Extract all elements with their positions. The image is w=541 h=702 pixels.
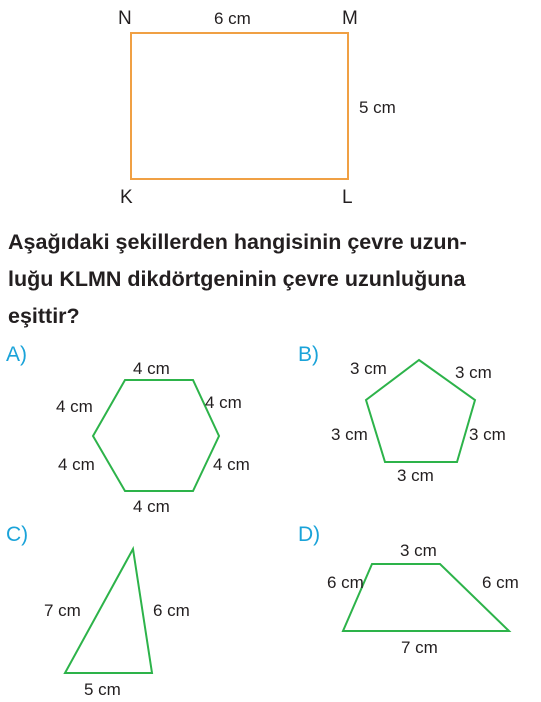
- option-d-side-left: 6 cm: [327, 573, 364, 592]
- rectangle-klmn: [131, 33, 348, 179]
- option-c-side-right: 6 cm: [153, 601, 190, 620]
- option-b-side-top-left: 3 cm: [350, 359, 387, 378]
- option-b-side-left: 3 cm: [331, 425, 368, 444]
- vertex-label-m: M: [342, 8, 358, 29]
- option-a-hexagon: [93, 380, 219, 491]
- question-line-1: Aşağıdaki şekillerden hangisinin çevre uzun-: [8, 230, 467, 254]
- option-a-side-bottom-right: 4 cm: [213, 455, 250, 474]
- option-b-side-top-right: 3 cm: [455, 363, 492, 382]
- option-c-side-left: 7 cm: [44, 601, 81, 620]
- option-a-side-bottom-left: 4 cm: [58, 455, 95, 474]
- vertex-label-l: L: [342, 187, 353, 208]
- option-a-side-bottom: 4 cm: [133, 497, 170, 516]
- option-b-side-bottom: 3 cm: [397, 466, 434, 485]
- option-b-side-right: 3 cm: [469, 425, 506, 444]
- vertex-label-k: K: [120, 187, 133, 208]
- option-a-side-top-right: 4 cm: [205, 393, 242, 412]
- question-line-2: luğu KLMN dikdörtgeninin çevre uzunluğuna: [8, 267, 466, 291]
- rectangle-right-side-label: 5 cm: [359, 98, 396, 117]
- option-d-letter: D): [298, 523, 321, 546]
- option-c-side-bottom: 5 cm: [84, 680, 121, 699]
- vertex-label-n: N: [118, 8, 132, 29]
- option-a-side-top: 4 cm: [133, 359, 170, 378]
- question-line-3: eşittir?: [8, 304, 80, 328]
- option-c-letter: C): [6, 523, 29, 546]
- rectangle-top-side-label: 6 cm: [214, 9, 251, 28]
- option-a-side-top-left: 4 cm: [56, 397, 93, 416]
- option-d-side-bottom: 7 cm: [401, 638, 438, 657]
- option-a-letter: A): [6, 343, 27, 366]
- option-b-letter: B): [298, 343, 319, 366]
- question-text: [8, 224, 538, 335]
- option-d-side-right: 6 cm: [482, 573, 519, 592]
- option-d-side-top: 3 cm: [400, 541, 437, 560]
